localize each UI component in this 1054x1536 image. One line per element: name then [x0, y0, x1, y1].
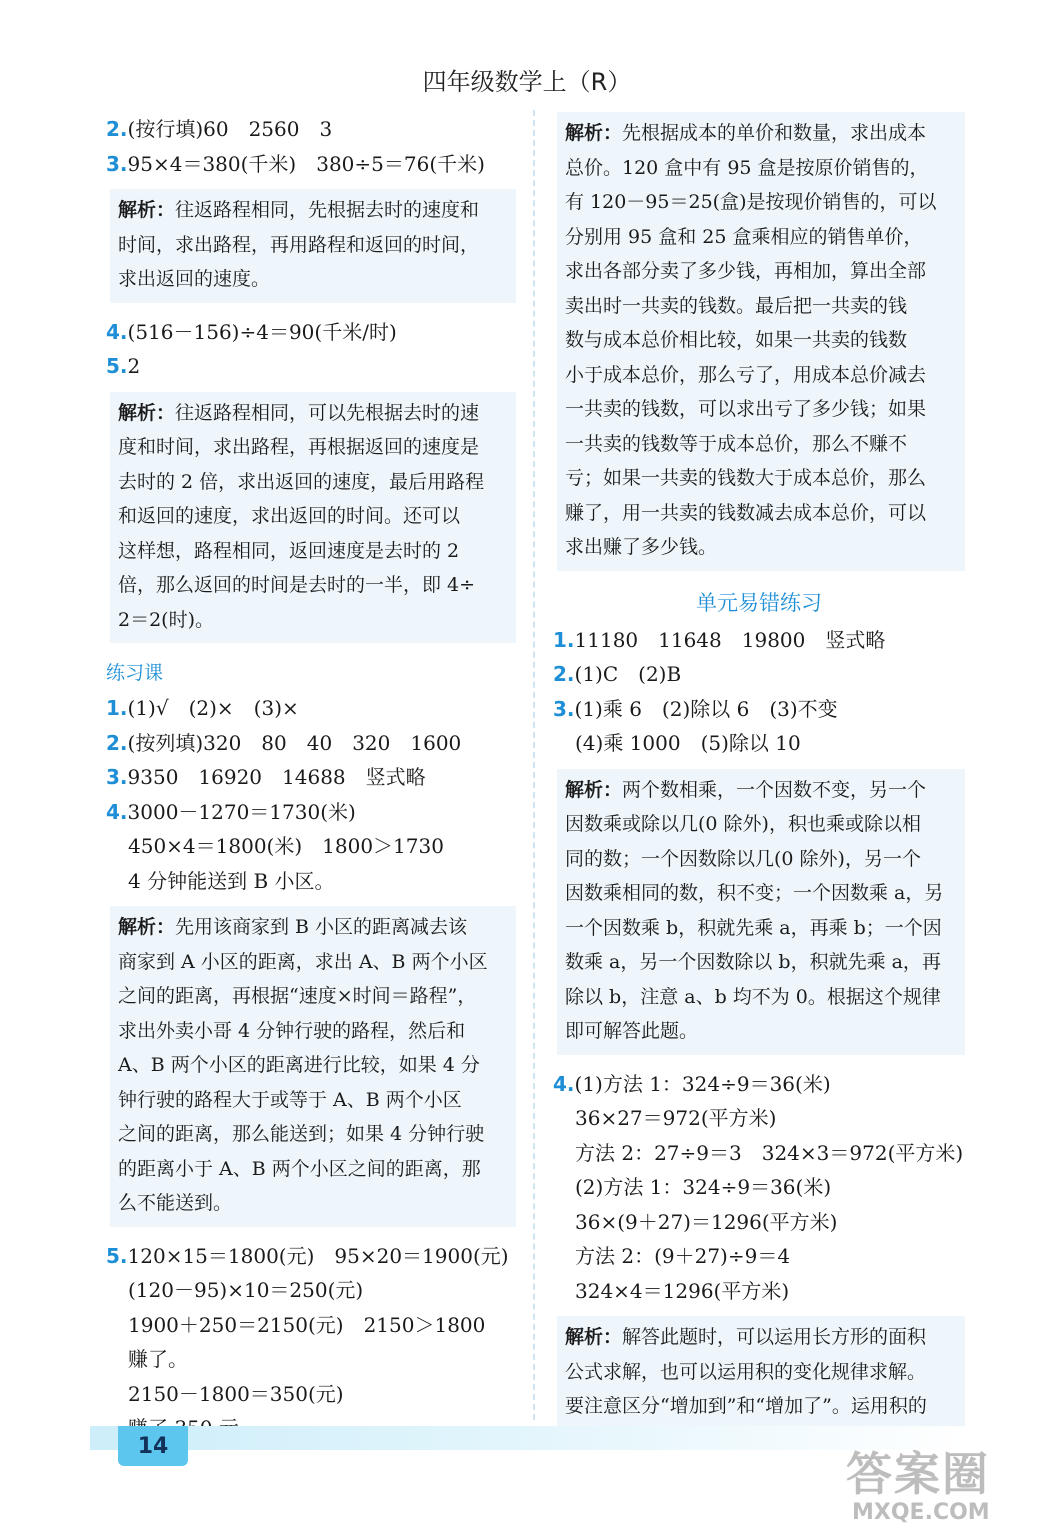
- answer-line: 1.(1)√ (2)× (3)×: [106, 696, 299, 720]
- analysis-box: 解析：解答此题时，可以运用长方形的面积 公式求解，也可以运用积的变化规律求解。 要注意区分“增加到”和“增加了”。运用积的: [557, 1316, 965, 1430]
- analysis-label: 解析：: [118, 916, 176, 938]
- answer-line: (2)方法 1：324÷9＝36(米): [575, 1175, 832, 1199]
- answer-line: 2150－1800＝350(元): [128, 1381, 344, 1406]
- answer-line: (4)乘 1000 (5)除以 10: [575, 731, 801, 755]
- answer-line: 2.(按列填)320 80 40 320 1600: [106, 730, 462, 755]
- section-title: 练习课: [106, 662, 164, 684]
- section-title: 单元易错练习: [696, 590, 822, 615]
- answer-line: 3.(1)乘 6 (2)除以 6 (3)不变: [553, 696, 838, 721]
- answer-line: 2.(1)C (2)B: [553, 662, 682, 686]
- footer-band: [90, 1426, 970, 1450]
- answer-line: 3.9350 16920 14688 竖式略: [106, 765, 426, 789]
- answer-line: 方法 2：27÷9＝3 324×3＝972(平方米): [575, 1140, 964, 1165]
- answer-line: 4.3000－1270＝1730(米): [106, 799, 356, 824]
- answer-line: 4.(1)方法 1：324÷9＝36(米): [553, 1071, 831, 1096]
- analysis-label: 解析：: [565, 778, 623, 801]
- analysis-label: 解析：: [118, 199, 176, 221]
- watermark-logo: 答案圈 MXQE.COM: [846, 1447, 990, 1525]
- analysis-label: 解析：: [565, 122, 623, 144]
- answer-line: 4 分钟能送到 B 小区。: [128, 868, 335, 893]
- answer-line: 赚了。: [128, 1347, 188, 1371]
- answer-line: 36×(9＋27)＝1296(平方米): [575, 1209, 838, 1234]
- analysis-box: 解析：先用该商家到 B 小区的距离减去该 商家到 A 小区的距离，求出 A、B 两个小区 之间的距离，再根据“速度×时间＝路程”， 求出外卖小哥 4 分钟行驶的路程，然后和 A、B 两个小区的距离进行比较，如果 4 分 钟行驶的路程大于或等于 A、B 两个小区 之间的距离，那么能送到；如果 4 分钟行驶 的距离小于 A、B 两个小区之间的距离，那 么不能送到。: [110, 906, 516, 1227]
- answer-line: 4.(516－156)÷4＝90(千米/时): [106, 319, 397, 344]
- page-number: 14: [118, 1426, 188, 1466]
- analysis-box: 解析：往返路程相同，可以先根据去时的速 度和时间，求出路程，再根据返回的速度是 去时的 2 倍，求出返回的速度，最后用路程 和返回的速度，求出返回的时间。还可以 这样想，路程相同，返回速度是去时的 2 倍，那么返回的时间是去时的一半，即 4÷ 2＝2(时)。: [110, 392, 516, 644]
- answer-line: (120－95)×10＝250(元): [128, 1278, 364, 1302]
- page-header: 四年级数学上（R）: [422, 68, 632, 96]
- right-column: [553, 112, 965, 1442]
- answer-line: 36×27＝972(平方米): [575, 1106, 777, 1130]
- answer-line: 1.11180 11648 19800 竖式略: [553, 627, 886, 652]
- answer-line: 5.2: [106, 354, 141, 378]
- answer-line: 324×4＝1296(平方米): [575, 1278, 790, 1303]
- answer-line: 450×4＝1800(米) 1800＞1730: [128, 834, 444, 858]
- column-divider: [533, 110, 535, 1420]
- analysis-box: 解析：两个数相乘，一个因数不变，另一个 因数乘或除以几(0 除外)，积也乘或除以相 同的数；一个因数除以几(0 除外)，另一个 因数乘相同的数，积不变；一个因数乘 a，另 一个因数乘 b，积就先乘 a，再乘 b；一个因 数乘 a，另一个因数除以 b，积就先乘 a，再 除以 b，注意 a、b 均不为 0。根据这个规律 即可解答此题。: [557, 769, 965, 1055]
- left-column: [106, 112, 516, 1446]
- analysis-label: 解析：: [565, 1326, 623, 1348]
- answer-line: 2.(按行填)60 2560 3: [106, 117, 333, 141]
- answer-line: 5.120×15＝1800(元) 95×20＝1900(元): [106, 1243, 509, 1268]
- analysis-box: 解析：往返路程相同，先根据去时的速度和 时间，求出路程，再用路程和返回的时间， 求出返回的速度。: [110, 189, 516, 303]
- answer-line: 方法 2：(9＋27)÷9＝4: [575, 1244, 791, 1268]
- answer-line: 3.95×4＝380(千米) 380÷5＝76(千米): [106, 151, 485, 176]
- analysis-box: 解析：先根据成本的单价和数量，求出成本 总价。120 盒中有 95 盒是按原价销售的， 有 120－95＝25(盒)是按现价销售的，可以 分别用 95 盒和 25 盒乘相应的销售单价， 求出各部分卖了多少钱，再相加，算出全部 卖出时一共卖的钱数。最后把一共卖的钱 数与成本总价相比较，如果一共卖的钱数 小于成本总价，那么亏了，用成本总价减去 一共卖的钱数，可以求出亏了多少钱；如果 一共卖的钱数等于成本总价，那么不赚不 亏；如果一共卖的钱数大于成本总价，那么 赚了，用一共卖的钱数减去成本总价，可以 求出赚了多少钱。: [557, 112, 965, 571]
- analysis-label: 解析：: [118, 401, 176, 424]
- answer-line: 1900＋250＝2150(元) 2150＞1800: [128, 1312, 486, 1337]
